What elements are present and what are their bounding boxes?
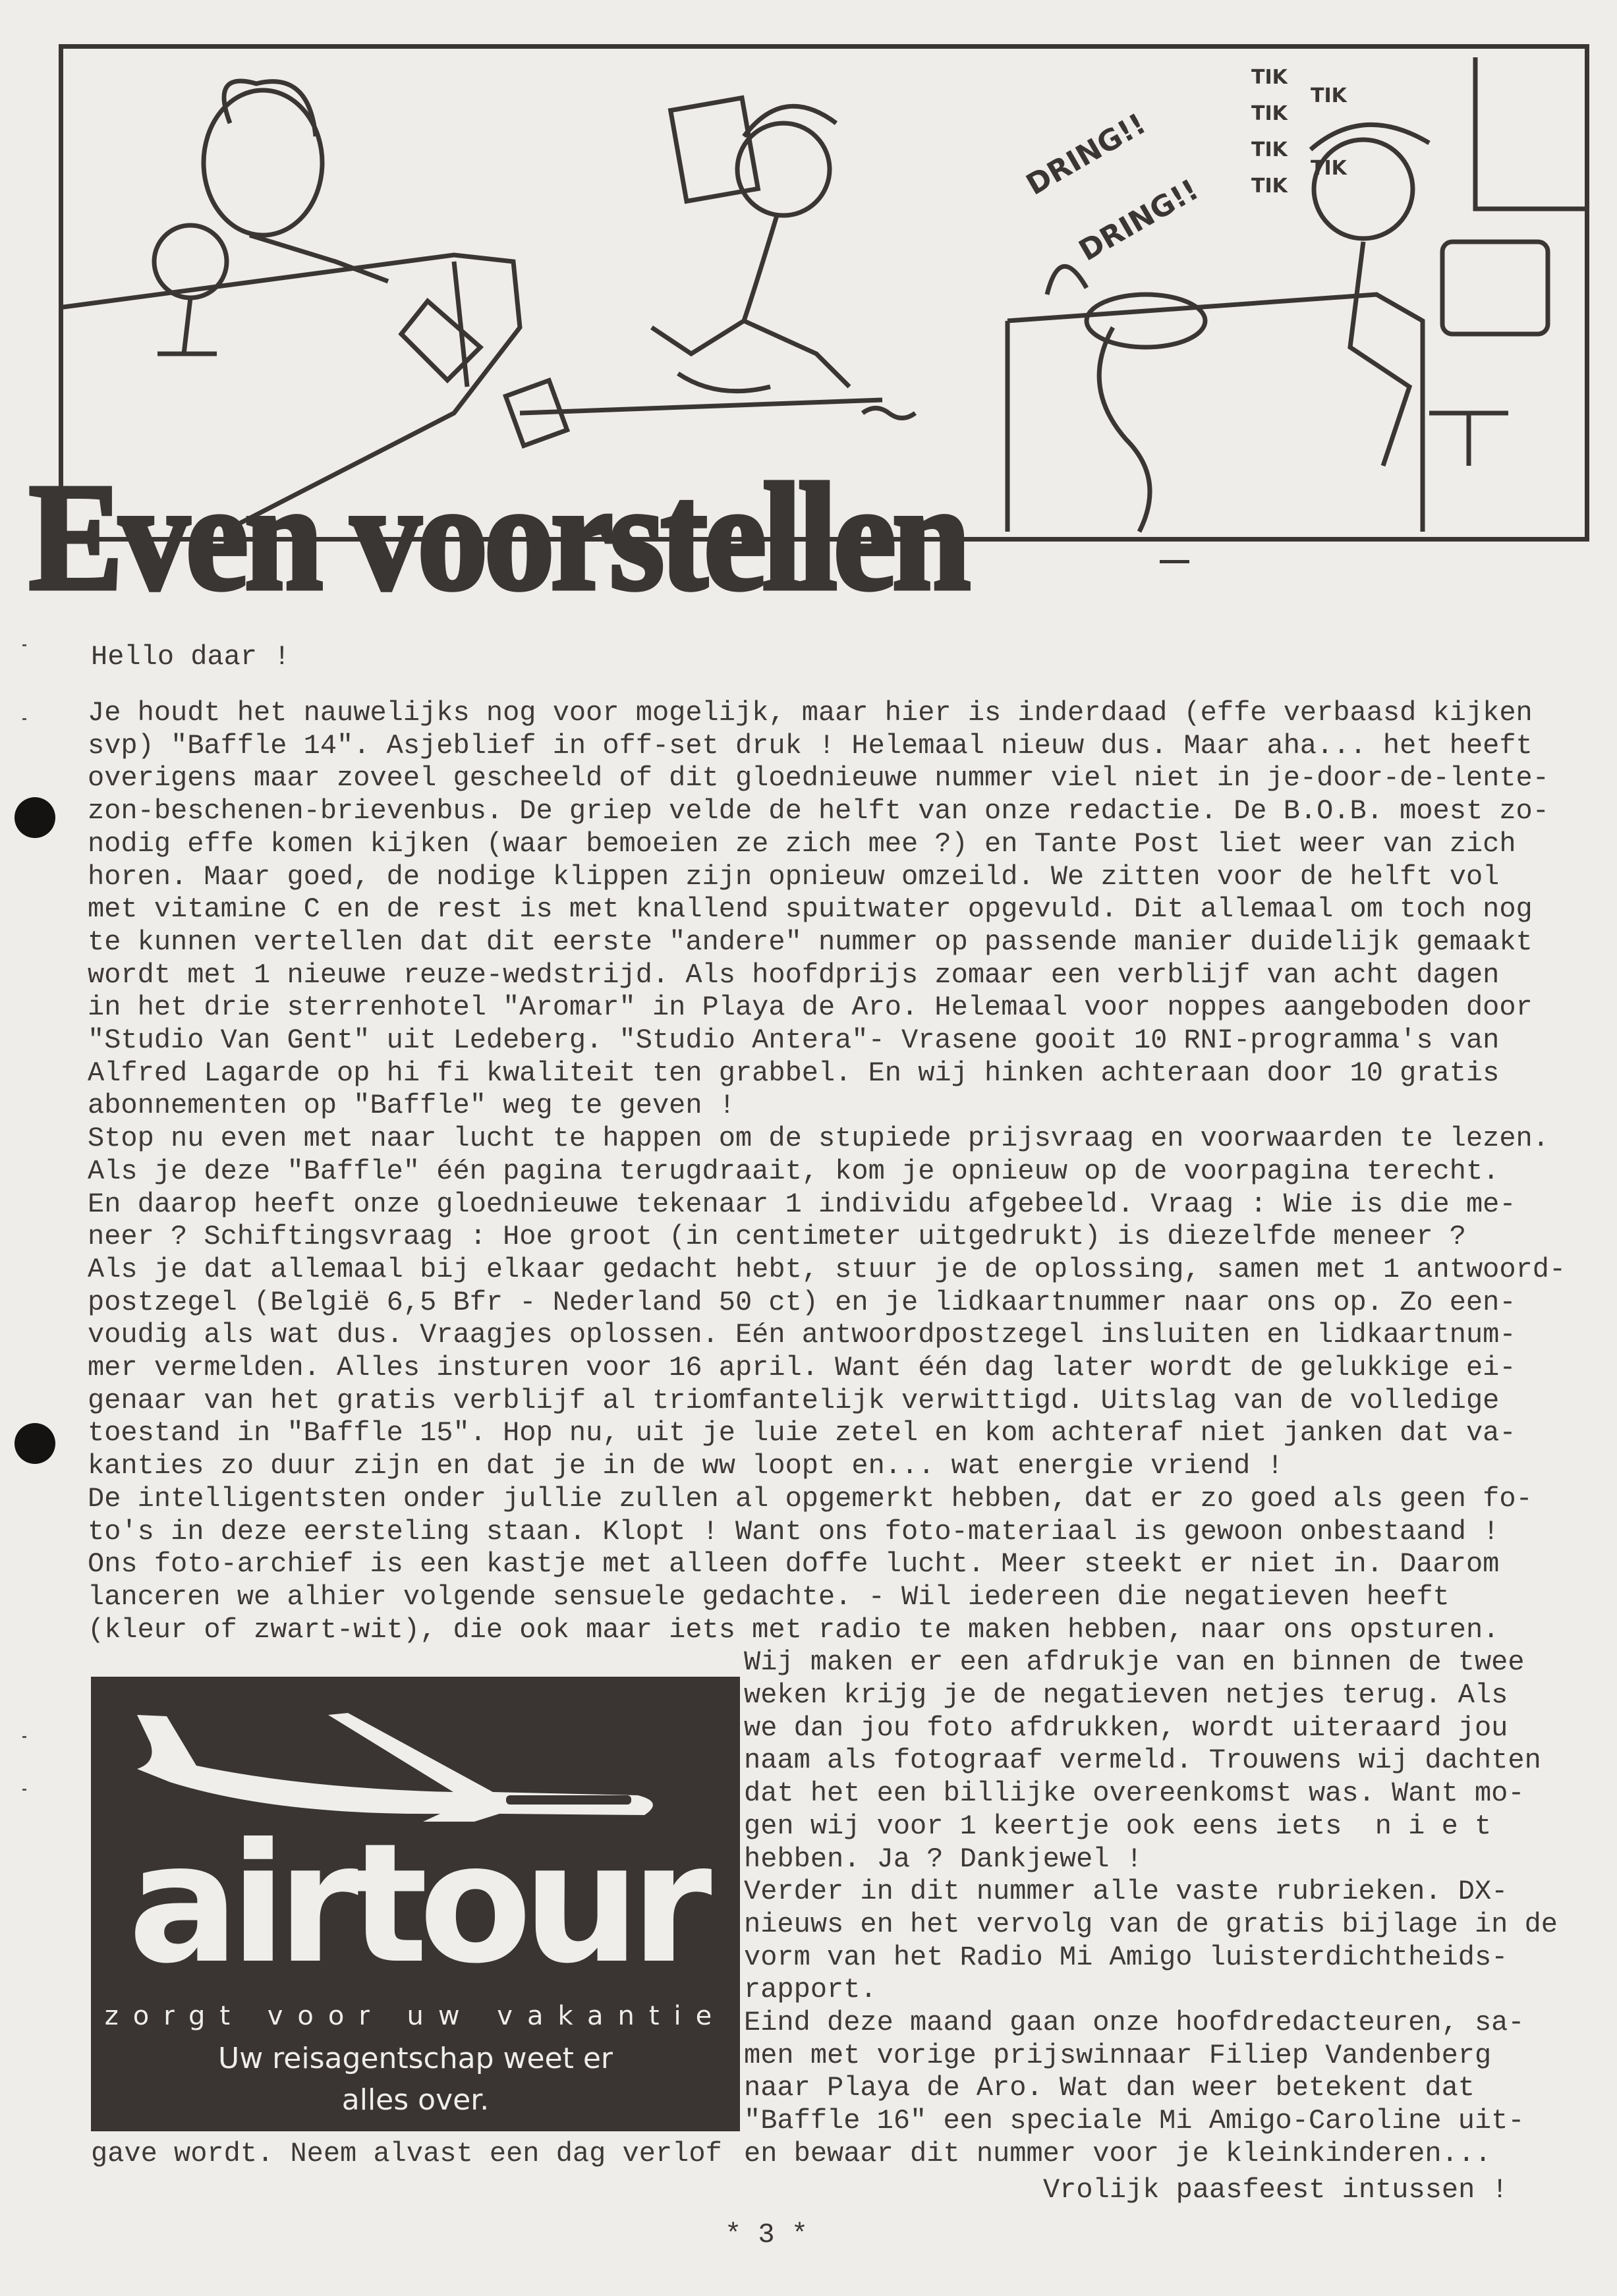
body-line: (kleur of zwart-wit), die ook maar iets met radio te maken hebben, naar ons opsturen. — [88, 1613, 1500, 1646]
body-line: to's in deze eersteling staan. Klopt ! Want ons foto-materiaal is gewoon onbestaand ! — [88, 1515, 1500, 1548]
body-line: lanceren we alhier volgende sensuele gedachte. - Wil iedereen die negatieven heeft — [88, 1581, 1450, 1613]
column-line: dat het een billijke overeenkomst was. Want mo- — [744, 1778, 1525, 1810]
ad-line-1: Uw reisagentschap weet er — [217, 2042, 613, 2075]
body-line: wordt met 1 nieuwe reuze-wedstrijd. Als hoofdprijs zomaar een verblijf van acht dagen — [88, 959, 1500, 991]
bottom-left-line: gave wordt. Neem alvast een dag verlof — [91, 2138, 722, 2170]
body-line: postzegel (België 6,5 Bfr - Nederland 50 ct) en je lidkaartnummer naar ons op. Zo een- — [88, 1286, 1516, 1318]
body-line: overigens maar zoveel gescheeld of dit gloednieuwe nummer viel niet in je-door-de-lente- — [88, 762, 1549, 795]
margin-tick — [22, 644, 26, 646]
tik-text: TIK — [1251, 102, 1288, 125]
column-line: Verder in dit nummer alle vaste rubrieken. DX- — [744, 1876, 1508, 1908]
closing-line: Vrolijk paasfeest intussen ! — [1043, 2174, 1508, 2206]
column-line: rapport. — [744, 1974, 877, 2006]
column-line: nieuws en het vervolg van de gratis bijlage in de — [744, 1908, 1558, 1940]
column-line: men met vorige prijswinnaar Filiep Vandenberg — [744, 2039, 1492, 2071]
body-line: Als je dat allemaal bij elkaar gedacht hebt, stuur je de oplossing, samen met 1 antwoord- — [88, 1253, 1566, 1285]
dring-text: DRING!! — [1021, 107, 1152, 202]
column-line: Wij maken er een afdrukje van en binnen de twee — [744, 1646, 1525, 1679]
body-line: svp) "Baffle 14". Asjeblief in off-set druk ! Helemaal nieuw dus. Maar aha... het heeft — [88, 729, 1533, 762]
margin-tick — [22, 1789, 26, 1791]
tik-text: TIK — [1311, 84, 1347, 107]
column-line: gen wij voor 1 keertje ook eens iets n i e t — [744, 1810, 1492, 1842]
body-line: Alfred Lagarde op hi fi kwaliteit ten grabbel. En wij hinken achteraan door 10 gratis — [88, 1057, 1500, 1089]
column-line: naam als fotograaf vermeld. Trouwens wij dachten — [744, 1745, 1541, 1777]
column-line: hebben. Ja ? Dankjewel ! — [744, 1843, 1143, 1875]
body-line: in het drie sterrenhotel "Aromar" in Playa de Aro. Helemaal voor noppes aangeboden door — [88, 992, 1533, 1024]
tik-text: TIK — [1311, 157, 1347, 180]
body-line: kanties zo duur zijn en dat je in de ww loopt en... wat energie vriend ! — [88, 1450, 1284, 1482]
right-desk-drawing — [1007, 57, 1587, 532]
brand-logo: airtour — [128, 1808, 703, 2000]
body-line: mer vermelden. Alles insturen voor 16 april. Want één dag later wordt de gelukkige ei- — [88, 1352, 1516, 1384]
ad-slogan: zorgt voor uw vakantie — [104, 2001, 727, 2031]
body-line: nodig effe komen kijken (waar bemoeien ze zich mee ?) en Tante Post liet weer van zich — [88, 827, 1516, 860]
article-title: Even voorstellen — [29, 453, 967, 622]
dring-text: DRING!! — [1073, 173, 1205, 268]
column-line: Eind deze maand gaan onze hoofdredacteuren, sa- — [744, 2007, 1525, 2038]
greeting: Hello daar ! — [91, 641, 291, 673]
body-line: "Studio Van Gent" uit Ledeberg. "Studio Antera"- Vrasene gooit 10 RNI-programma's van — [88, 1024, 1500, 1056]
body-line: te kunnen vertellen dat dit eerste "andere" nummer op passende manier duidelijk gemaakt — [88, 926, 1533, 958]
column-line: naar Playa de Aro. Wat dan weer betekent dat — [744, 2072, 1475, 2104]
tik-text: TIK — [1251, 138, 1288, 161]
sound-effects — [1021, 66, 1348, 268]
column-line: we dan jou foto afdrukken, wordt uiteraard jou — [744, 1712, 1508, 1744]
running-man-drawing — [520, 98, 915, 418]
airtour-advertisement — [91, 1677, 740, 2131]
column-line: en bewaar dit nummer voor je kleinkinderen... — [744, 2137, 1492, 2170]
ad-line-2: alles over. — [341, 2083, 490, 2117]
body-line: Ons foto-archief is een kastje met alleen doffe lucht. Meer steekt er niet in. Daarom — [88, 1548, 1500, 1581]
body-line: En daarop heeft onze gloednieuwe tekenaar 1 individu afgebeeld. Vraag : Wie is die me- — [88, 1188, 1516, 1220]
tik-text: TIK — [1251, 175, 1288, 198]
punch-hole — [14, 1423, 55, 1464]
column-line: vorm van het Radio Mi Amigo luisterdichtheids- — [744, 1941, 1508, 1973]
column-line: "Baffle 16" een speciale Mi Amigo-Caroline uit- — [744, 2105, 1525, 2137]
body-line: genaar van het gratis verblijf al triomfantelijk verwittigd. Uitslag van de volledige — [88, 1384, 1500, 1416]
margin-tick — [22, 718, 26, 720]
page-number: * 3 * — [725, 2219, 808, 2251]
body-line: voudig als wat dus. Vraagjes oplossen. Eén antwoordpostzegel insluiten en lidkaartnum- — [88, 1319, 1516, 1351]
margin-tick — [22, 1736, 26, 1738]
body-line: Je houdt het nauwelijks nog voor mogelijk, maar hier is inderdaad (effe verbaasd kijken — [88, 697, 1533, 729]
punch-hole — [14, 797, 55, 838]
body-line: De intelligentsten onder jullie zullen al opgemerkt hebben, dat er zo goed als geen fo- — [88, 1482, 1533, 1515]
column-line: weken krijg je de negatieven netjes terug. Als — [744, 1679, 1508, 1711]
body-line: Als je deze "Baffle" één pagina terugdraait, kom je opnieuw op de voorpagina terecht. — [88, 1155, 1500, 1187]
body-line: met vitamine C en de rest is met knallend spuitwater opgevuld. Dit allemaal om toch nog — [88, 893, 1533, 926]
title-rule — [1160, 560, 1189, 563]
body-line: Stop nu even met naar lucht te happen om de stupiede prijsvraag en voorwaarden te lezen. — [88, 1123, 1549, 1155]
body-line: neer ? Schiftingsvraag : Hoe groot (in centimeter uitgedrukt) is diezelfde meneer ? — [88, 1221, 1466, 1253]
body-line: zon-beschenen-brievenbus. De griep velde de helft van onze redactie. De B.O.B. moest zo- — [88, 795, 1549, 827]
tik-text: TIK — [1251, 66, 1288, 89]
body-line: abonnementen op "Baffle" weg te geven ! — [88, 1090, 735, 1122]
body-line: horen. Maar goed, de nodige klippen zijn opnieuw omzeild. We zitten voor de helft vol — [88, 860, 1500, 893]
body-line: toestand in "Baffle 15". Hop nu, uit je luie zetel en kom achteraf niet janken dat va- — [88, 1417, 1516, 1449]
airplane-icon — [111, 1703, 677, 1822]
